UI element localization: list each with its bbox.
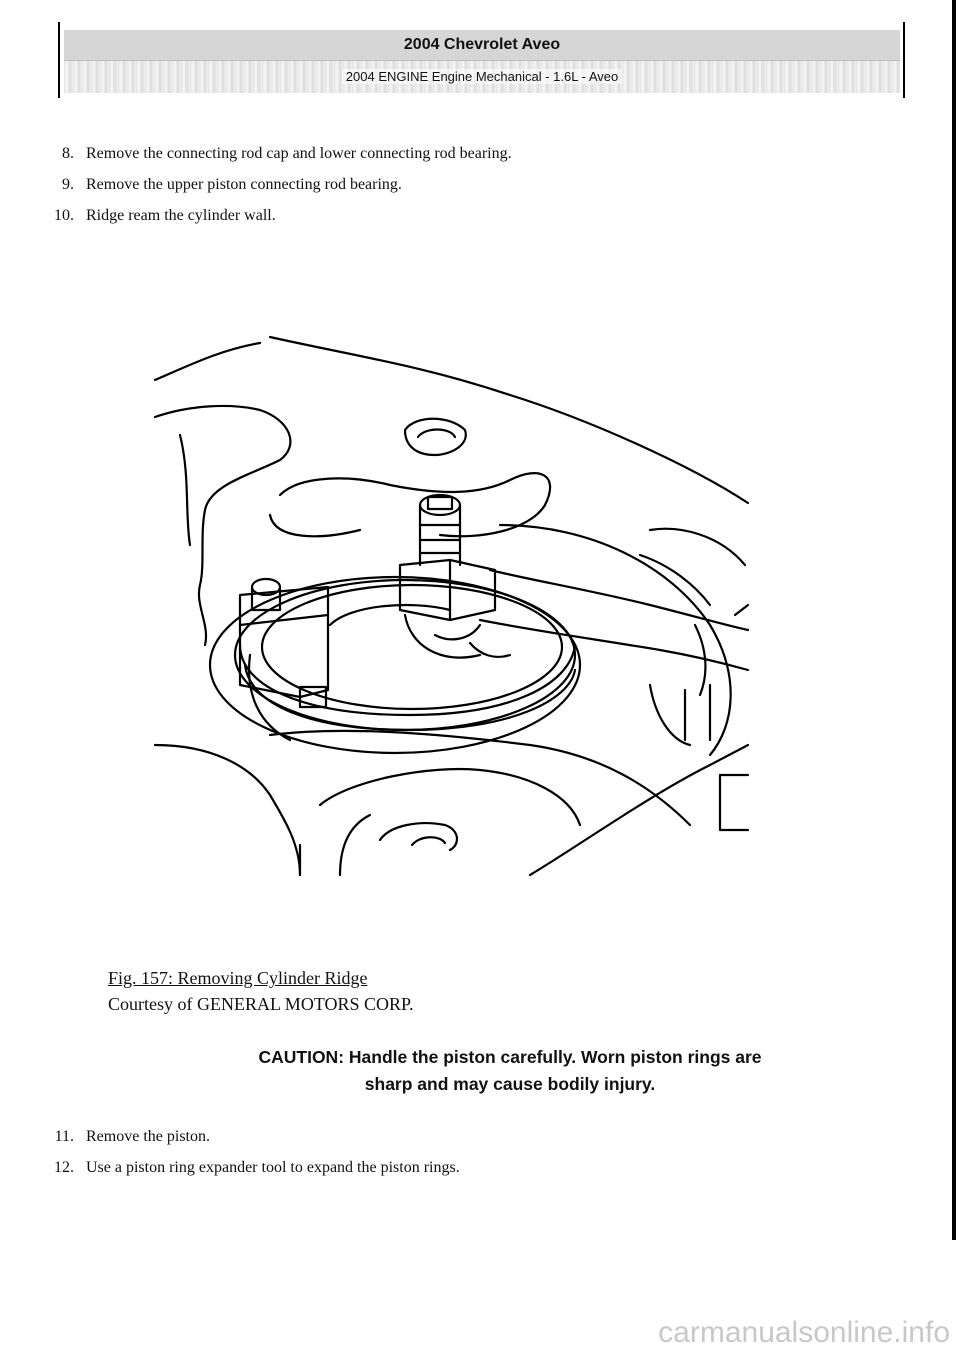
step-number: 8. — [62, 145, 74, 162]
step-number: 9. — [62, 176, 74, 193]
caution-note — [120, 1044, 900, 1098]
caution-line-2: sharp and may cause bodily injury. — [364, 1074, 656, 1094]
step-text: Ridge ream the cylinder wall. — [86, 207, 276, 224]
ridge-reamer-illustration — [150, 325, 750, 880]
document-subtitle — [64, 61, 900, 93]
step-text: Remove the piston. — [86, 1128, 210, 1145]
document-title: 2004 Chevrolet Aveo — [64, 30, 900, 61]
step-number: 10. — [54, 207, 74, 224]
step-text: Remove the connecting rod cap and lower connecting rod bearing. — [86, 145, 512, 162]
step-number: 12. — [54, 1159, 74, 1176]
step-number: 11. — [54, 1128, 74, 1145]
watermark: carmanualsonline.info — [658, 1316, 950, 1349]
figure-courtesy: Courtesy of GENERAL MOTORS CORP. — [108, 994, 414, 1014]
step-text: Use a piston ring expander tool to expand the piston rings. — [86, 1159, 460, 1176]
figure-caption: Fig. 157: Removing Cylinder Ridge — [108, 968, 368, 988]
header-right-rule — [903, 22, 905, 98]
page-edge-rule — [952, 0, 956, 1240]
document-subtitle-text: 2004 ENGINE Engine Mechanical - 1.6L - Aveo — [342, 69, 622, 84]
header-left-rule — [58, 22, 60, 98]
step-text: Remove the upper piston connecting rod bearing. — [86, 176, 402, 193]
caution-line-1: CAUTION: Handle the piston carefully. Worn piston rings are — [258, 1047, 762, 1067]
